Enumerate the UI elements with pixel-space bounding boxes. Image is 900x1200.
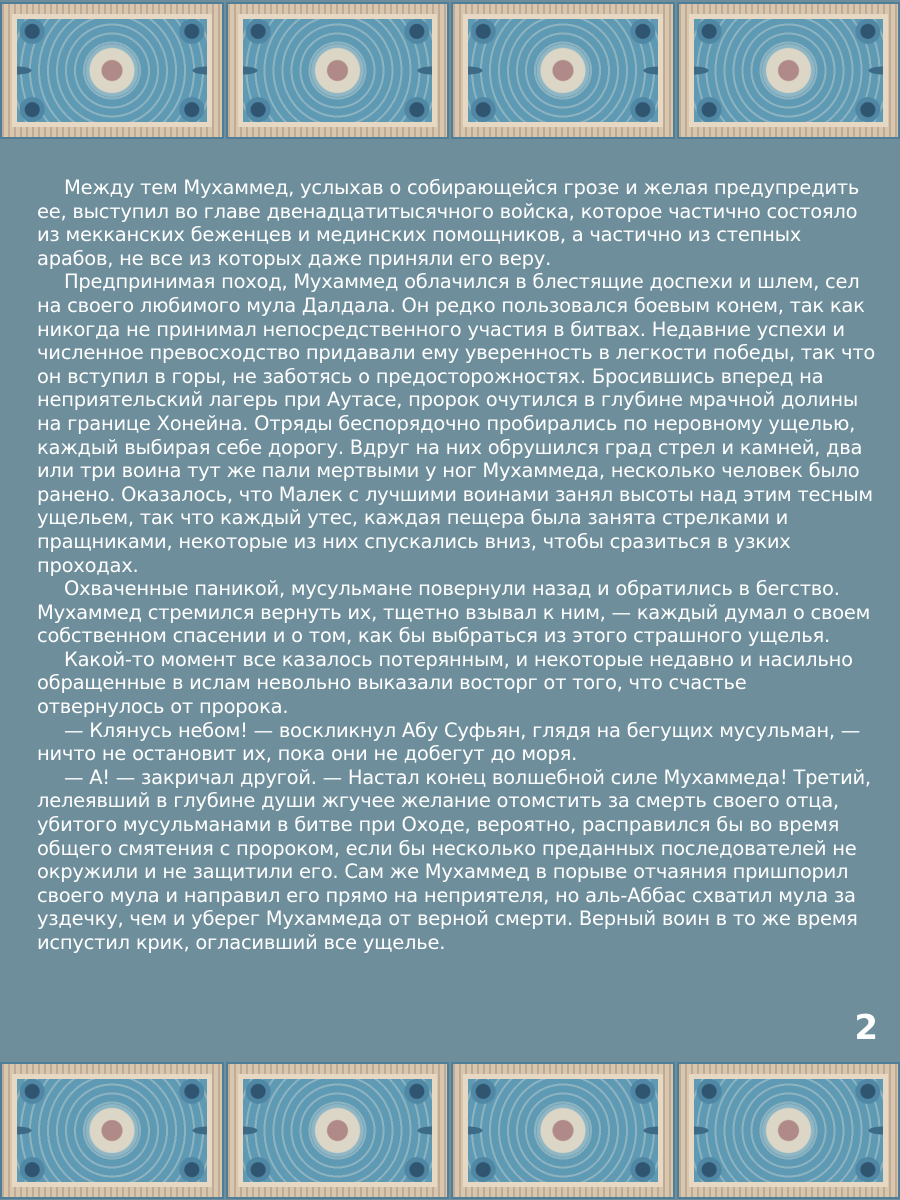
carpet-field (12, 14, 212, 127)
carpet-tile (451, 1062, 675, 1199)
paragraph: Между тем Мухаммед, услыхав о собирающейся грозе и желая предупредить ее, выступил во главе двенадцатитысячного войска, которое частично состояло из мекканских беженцев и мединских помощников, а частично из степных арабов, не все из которых даже приняли его веру. (37, 176, 860, 270)
carpet-tile (0, 2, 224, 139)
paragraph: Какой-то момент все казалось потерянным, и некоторые недавно и насильно обращенные в ислам невольно выказали восторг от того, что счастье отвернулось от пророка. (37, 647, 853, 719)
carpet-field (238, 14, 438, 127)
paragraph: Охваченные паникой, мусульмане повернули назад и обратились в бегство. Мухаммед стремился вернуть их, тщетно взывал к ним, — каждый думал о своем собственном спасении и о том, как бы выбраться из этого страшного ущелья. (37, 577, 871, 648)
carpet-tile (677, 1062, 900, 1199)
paragraph: Предпринимая поход, Мухаммед облачился в блестящие доспехи и шлем, сел на своего любимого мула Далдала. Он редко пользовался боевым конем, так как никогда не принимал непосредственного участия в битвах. Недавние успехи и численное превосходство придавали ему уверенность в легкости победы, так что он вступил в горы, не заботясь о предосторожностях. Бросившись вперед на неприятельский лагерь при Аутасе, пророк очутился в глубине мрачной долины на границе Хонейна. Отряды беспорядочно пробирались по неровному ущелью, каждый выбирая себе дорогу. Вдруг на них обрушился град стрел и камней, два или три воина тут же пали мертвыми у ног Мухаммеда, несколько человек было ранено. Оказалось, что Малек с лучшими воинами занял высоты над этим тесным ущельем, так что каждый утес, каждая пещера была занята стрелками и пращниками, некоторые из них спускались вниз, чтобы сразиться в узких проходах. (37, 270, 876, 577)
page-number: 2 (854, 1008, 878, 1048)
carpet-tile (226, 2, 450, 139)
carpet-field (238, 1074, 438, 1187)
carpet-field (689, 14, 889, 127)
bottom-carpet-border (0, 1062, 900, 1199)
carpet-tile (226, 1062, 450, 1199)
paragraph: — Клянусь небом! — воскликнул Абу Суфьян, глядя на бегущих мусульман, — ничто не остановит их, пока они не добегут до моря. (37, 718, 861, 766)
top-carpet-border (0, 2, 900, 139)
carpet-tile (451, 2, 675, 139)
carpet-field (463, 14, 663, 127)
paragraph: — А! — закричал другой. — Настал конец волшебной силе Мухаммеда! Третий, лелеявший в глубине души жгучее желание отомстить за смерть своего отца, убитого мусульманами в битве при Оходе, вероятно, расправился бы во время общего смятения с пророком, если бы несколько преданных последователей не окружили и не защитили его. Сам же Мухаммед в порыве отчаяния пришпорил своего мула и направил его прямо на неприятеля, но аль-Аббас схватил мула за уздечку, чем и уберег Мухаммеда от верной смерти. Верный воин в то же время испустил крик, огласивший все ущелье. (37, 765, 871, 954)
page-body-text (37, 176, 877, 955)
carpet-tile (0, 1062, 224, 1199)
carpet-tile (677, 2, 900, 139)
carpet-field (689, 1074, 889, 1187)
carpet-field (12, 1074, 212, 1187)
carpet-field (463, 1074, 663, 1187)
